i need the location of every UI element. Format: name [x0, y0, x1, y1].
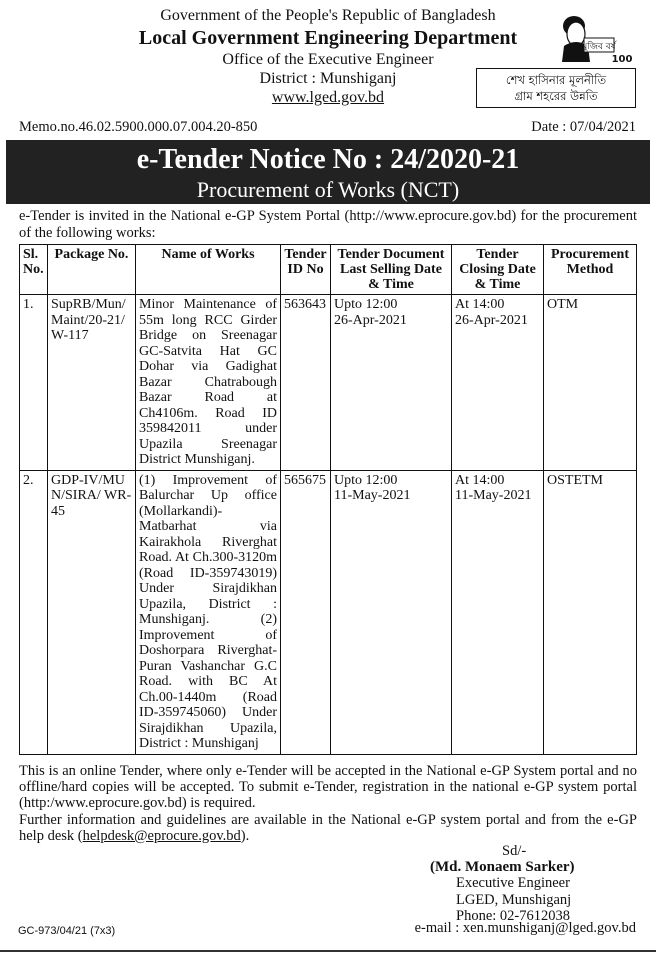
cell-package: GDP-IV/MUN/SIRA/ WR-45 [48, 470, 136, 754]
district-name: District : Munshiganj [259, 70, 397, 87]
selling-date: 26-Apr-2021 [334, 312, 407, 328]
table-row [20, 295, 637, 471]
header-sl: Sl. No. [20, 245, 48, 295]
memo-number: Memo.no.46.02.5900.000.07.004.20-850 [19, 119, 258, 135]
department-name: Local Government Engineering Department [138, 27, 518, 49]
table-row [20, 470, 637, 754]
helpdesk-email-link[interactable]: helpdesk@eprocure.gov.bd [82, 827, 241, 844]
helpdesk-end: ). [240, 827, 250, 844]
selling-date: 11-May-2021 [334, 488, 411, 503]
table-header-row [20, 245, 637, 295]
cell-selling [331, 470, 452, 754]
works-table [19, 244, 637, 755]
closing-date: 11-May-2021 [455, 488, 532, 503]
cell-closing [452, 295, 544, 471]
signature-block [430, 843, 636, 924]
signatory-office: LGED, Munshiganj [456, 891, 572, 908]
signatory-phone: Phone: 02-7612038 [456, 907, 570, 924]
office-name: Office of the Executive Engineer [222, 51, 434, 68]
closing-time: At 14:00 [455, 297, 505, 312]
cell-works: (1) Improvement of Balurchar Up office (Mollarkandi)-Matbarhat via Kairakhola Riverghat Road. At Ch.300-3120m (Road ID-359743019) Under Sirajdikhan Upazila, District : Munshiganj. (2) Improvement of Doshorpara Riverghat-Puran Vashanchar G.C Road. with BC At Ch.00-1440m (Road ID-359745060) Under Sirajdikhan Upazila, District : Munshiganj [136, 470, 281, 754]
header-closing: Tender Closing Date & Time [452, 245, 544, 295]
cell-package: SupRB/Mun/ Maint/20-21/ W-117 [48, 295, 136, 471]
logo-caption: মুজিব বর্ষ [582, 42, 616, 52]
cell-tender-id: 563643 [281, 295, 331, 471]
notice-banner [6, 140, 650, 204]
gc-code: GC-973/04/21 (7x3) [18, 925, 116, 937]
memo-date: Date : 07/04/2021 [531, 119, 636, 135]
header-selling: Tender Document Last Selling Date & Time [331, 245, 452, 295]
closing-date: 26-Apr-2021 [455, 312, 528, 328]
cell-works: Minor Maintenance of 55m long RCC Girder Bridge on Sreenagar GC-Satvita Hat GC Dohar via Gadighat Bazar Chatrabough Bazar Road at Ch4106m. Road ID 359842011 under Upazila Sreenagar District Munshiganj. [136, 295, 281, 471]
mujib-borsho-logo [556, 8, 632, 64]
signatory-name: (Md. Monaem Sarker) [430, 859, 575, 876]
signatory-email[interactable]: e-mail : xen.munshiganj@lged.gov.bd [414, 920, 636, 936]
cell-sl: 2. [20, 470, 48, 754]
cell-sl: 1. [20, 295, 48, 471]
slogan-line-1: শেখ হাসিনার মূলনীতি [505, 73, 607, 87]
notice-title: e-Tender Notice No : 24/2020-21 [136, 144, 520, 175]
cell-selling [331, 295, 452, 471]
online-tender-note: This is an online Tender, where only e-Tender will be accepted in the National e-GP System portal and no offline/hard copies will be accepted. To submit e-Tender, registration in the national e-GP system portal (http:/www.eprocure.gov.bd) is required. [19, 763, 637, 812]
signatory-designation: Executive Engineer [456, 875, 570, 892]
header-tender-id: Tender ID No [281, 245, 331, 295]
government-name: Government of the People's Republic of Bangladesh [160, 7, 496, 24]
helpdesk-note [19, 812, 637, 844]
slogan-line-2: গ্রাম শহরের উন্নতি [514, 89, 598, 103]
notice-subtitle: Procurement of Works (NCT) [196, 177, 460, 202]
slogan-box [476, 68, 636, 108]
header-package: Package No. [48, 245, 136, 295]
intro-paragraph: e-Tender is invited in the National e-GP System Portal (http://www.eprocure.gov.bd) for the procurement of the following works: [19, 208, 637, 241]
header-works: Name of Works [136, 245, 281, 295]
selling-time: Upto 12:00 [334, 297, 398, 312]
footer-notes [19, 763, 637, 844]
closing-time: At 14:00 [455, 472, 505, 488]
website-link[interactable]: www.lged.gov.bd [271, 89, 385, 106]
bottom-divider [0, 950, 656, 952]
cell-method: OTM [544, 295, 637, 471]
signature-sd: Sd/- [502, 843, 527, 859]
cell-closing [452, 470, 544, 754]
logo-number: 100 [611, 54, 632, 64]
cell-tender-id: 565675 [281, 470, 331, 754]
header-method: Procurement Method [544, 245, 637, 295]
selling-time: Upto 12:00 [334, 472, 398, 488]
helpdesk-text: Further information and guidelines are available in the National e-GP system portal and from the e-GP help desk ( [19, 811, 637, 844]
cell-method: OSTETM [544, 470, 637, 754]
